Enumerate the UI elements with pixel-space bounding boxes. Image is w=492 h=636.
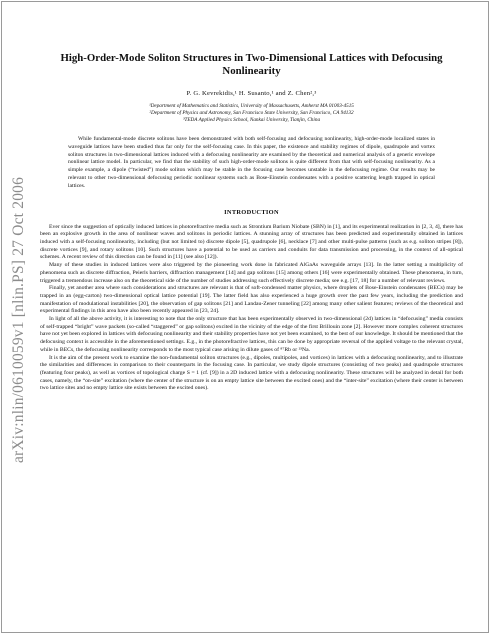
paragraph: Ever since the suggestion of optically induced lattices in photorefractive media such as Strontium Barium Niobate (SBN) in [1], and its experimental realization in [2, 3, 4], there has been an explosive growth in the area of nonlinear waves and solitons in periodic lattices. A stunning array of structures has been predicted and experimentally obtained in lattices induced with a self-focusing nonlinearity, including (but not limited to) discrete dipole [5], quadrupole [6], necklace [7] and other multi-pulse patterns (such as e.g. soliton stripes [8]), discrete vortices [9], and rotary solitons [10]. Such structures have a potential to be used as carriers and conduits for data transmission and processing, in the context of all-optical schemes. A recent review of this direction can be found in [11] (see also [12]). xyxy=(40,223,463,261)
introduction-body xyxy=(40,224,463,393)
arxiv-identifier: arXiv:nlin/0610059v1 [nlin.PS] 27 Oct 2006 xyxy=(10,176,28,464)
affiliation-1: ¹Department of Mathematics and Statistics, University of Massachusetts, Amherst MA 01003-4515 xyxy=(149,103,354,109)
author-list: P. G. Kevrekidis,¹ H. Susanto,¹ and Z. Chen²,³ xyxy=(186,90,317,97)
paper-title: High-Order-Mode Soliton Structures in Two-Dimensional Lattices with Defocusing Nonlinearity xyxy=(60,52,443,77)
paper-page xyxy=(40,52,463,393)
section-heading-introduction: INTRODUCTION xyxy=(224,208,279,216)
paragraph: In light of all the above activity, it is interesting to note that the only structure that has been experimentally observed in two-dimensional (2d) lattices in “defocusing” media consists of self-trapped “bright” wave packets (so-called “staggered” or gap solitons) excited in the vicinity of the edge of the first Brillouin zone [2]. However more complex coherent structures have not yet been explored in lattices with defocusing nonlinearity and their stability properties have not yet been examined, to the best of our knowledge. It should be mentioned that the defocusing context is accessible in the aforementioned settings. E.g., in the photorefractive lattices, this can be done by appropriate reversal of the applied voltage to the relevant crystal, while in BECs, the defocusing nonlinearity corresponds to the most typical case arising in dilute gases of ⁸⁷Rb or ²³Na. xyxy=(40,316,463,353)
abstract: While fundamental-mode discrete solitons have been demonstrated with both self-focusing and defocusing nonlinearity, high-order-mode localized states in waveguide lattices have been studied thus far only for the self-focusing case. In this paper, the existence and stability regimes of dipole, quadrupole and vortex soliton structures in two-dimensional lattices induced with a defocusing nonlinearity are examined by the theoretical and numerical analysis of a generic envelope nonlinear lattice model. In particular, we find that the stability of such high-order-mode solitons is quite different from that with self-focusing nonlinearity. As a simple example, a dipole (“twisted”) mode soliton which may be stable in the focusing case becomes unstable in the defocusing regime. Our results may be relevant to other two-dimensional defocusing periodic nonlinear systems such as Bose-Einstein condensates with a positive scattering length trapped in optical lattices. xyxy=(68,136,435,189)
paragraph: Many of these studies in induced lattices were also triggered by the pioneering work done in fabricated AlGaAs waveguide arrays [13]. In the latter setting a multiplicity of phenomena such as discrete diffraction, Peierls barriers, diffraction management [14] and gap solitons [15] among others [16] were experimentally obtained. These phenomena, in turn, triggered a tremendous increase also on the theoretical side of the number of studies addressing such effectively discrete media; see e.g. [17, 18] for a number of relevant reviews. xyxy=(40,262,463,284)
affiliations xyxy=(40,103,463,124)
paragraph: Finally, yet another area where such considerations and structures are relevant is that of soft-condensed matter physics, where droplets of Bose-Einstein condensates (BECs) may be trapped in an (egg-carton) two-dimensional optical lattice potential [19]. The latter field has also experienced a huge growth over the past few years, including the prediction and manifestation of modulational instabilities [20], the observation of gap solitons [21] and Landau-Zener tunneling [22] among many other salient features; reviews of the theoretical and experimental findings in this area have also been recently appeared in [23, 24]. xyxy=(40,285,463,315)
arxiv-watermark xyxy=(7,100,31,540)
paragraph: It is the aim of the present work to examine the non-fundamental soliton structures (e.g., dipoles, multipoles, and vortices) in lattices with a defocusing nonlinearity, and to illustrate the similarities and differences in comparison to their counterparts in the focusing case. In particular, we study dipole structures (consisting of two peaks) and quadrupole structures (featuring four peaks), as well as vortices of topological charge S = 1 (cf. [9]) in a 2D induced lattice with a defocusing nonlinearity. These structures will be analyzed in detail for both cases, namely, the “on-site” excitation (where the center of the structure is on an empty lattice site between the excited ones) and the “inter-site” excitation (where their center is between two lattice sites and no empty lattice site exists between the excited ones). xyxy=(40,354,463,392)
affiliation-2: ²Department of Physics and Astronomy, San Francisco State University, San Francisco, CA 94132 xyxy=(149,110,354,116)
affiliation-3: ³TEDA Applied Physics School, Nankai University, Tianjin, China xyxy=(182,117,321,123)
